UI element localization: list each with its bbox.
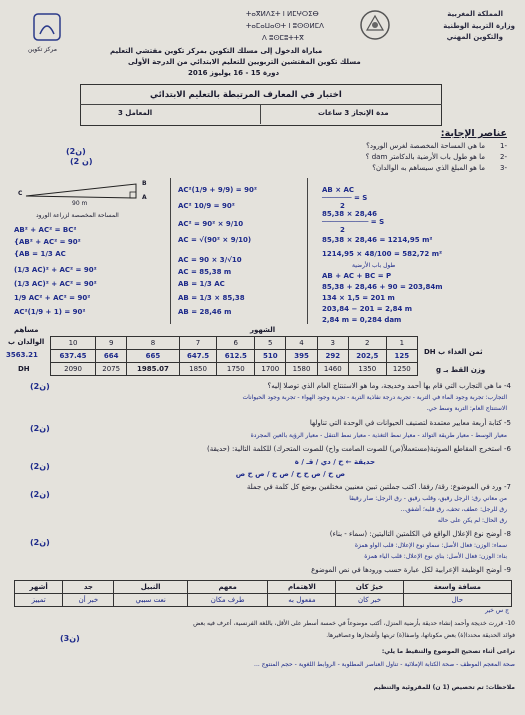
weight-cell: 1700 bbox=[255, 363, 286, 376]
grammar-table bbox=[14, 580, 512, 607]
weight-cell: 1580 bbox=[286, 363, 317, 376]
math-left-line-5: (1/3 AC)² + AC² = 90² bbox=[14, 280, 97, 288]
price-table bbox=[50, 336, 418, 376]
grading-note: ملاحظات: تم تخصيص (1 ن) للمقروئية والتنظيم bbox=[373, 684, 515, 691]
math-left-line-7: AC²(1/9 + 1) = 90² bbox=[14, 308, 86, 316]
header-ministry: وزارة التربية الوطنية bbox=[443, 22, 515, 30]
answer-6a: حديقة ← ح / دي / قـ / ة bbox=[294, 458, 375, 466]
contribution-sub: الوالدان ب bbox=[8, 338, 45, 346]
question-7: 7- ورد في الموضوع: رقة/ رفقا. اكتب جملتين تبين معنيين مختلفين بوضع كل كلمة في جملة bbox=[246, 483, 511, 491]
answer-8b: بناء: الوزن: فعال الأصل: بناي نوع الإعلال: قلب الياء همزة bbox=[364, 553, 507, 560]
math-mid-line-9: AB = 28,46 m bbox=[178, 308, 232, 316]
grammar-header-cell: جد bbox=[63, 581, 114, 594]
header-ministry-2: والتكوين المهني bbox=[446, 33, 503, 41]
triangle-caption: المساحة المخصصة لزراعة الورود bbox=[36, 212, 119, 219]
price-cell: 637.45 bbox=[51, 350, 96, 363]
header-tifinagh-3: ⴷ ⵓⵙⵎⵓⵜⵜⴳ bbox=[262, 34, 304, 42]
grammar-header-cell: مسافة واسعة bbox=[403, 581, 511, 594]
math-right-line-2: ─────── = S bbox=[322, 194, 368, 202]
grammar-header-cell: الاهتمام bbox=[268, 581, 336, 594]
month-cell: 9 bbox=[96, 337, 127, 350]
math-left-line-2: {AB² + AC² = 90² bbox=[14, 238, 81, 246]
table-row bbox=[51, 337, 418, 350]
weight-cell: 1350 bbox=[348, 363, 386, 376]
math-right-line-4: 85,38 × 28,46 bbox=[322, 210, 378, 218]
question-10: 10- قررت خديجة وأحمد إنشاء حديقة بأرضية المنزل، أكتب موضوعاً في خمسة أسطر على الأقل، باللغة الفرنسية، أعرف فيه بعض bbox=[193, 620, 515, 627]
exam-coefficient: المعامل 3 bbox=[118, 109, 153, 117]
center-logo-icon bbox=[30, 10, 64, 44]
math-right-line-6: 2 bbox=[340, 226, 345, 234]
score-q10: (3ن) bbox=[60, 634, 80, 643]
price-cell: 510 bbox=[255, 350, 286, 363]
math-right-line-14: 2,84 m = 0,284 dam bbox=[322, 316, 402, 324]
math-left-line-4: (1/3 AC)² + AC² = 90² bbox=[14, 266, 97, 274]
triangle-side-length: 90 m bbox=[72, 200, 88, 207]
math-mid-line-5: AC = 90 × 3/√10 bbox=[178, 256, 242, 264]
weight-cell: 1460 bbox=[317, 363, 348, 376]
math-mid-line-8: AB = 1/3 × 85,38 bbox=[178, 294, 245, 302]
question-10-c: تراعى أثناء تصحيح الموضوع والتنقيط ما يلي: bbox=[381, 648, 515, 655]
price-cell: 665 bbox=[127, 350, 179, 363]
month-cell: 4 bbox=[286, 337, 317, 350]
answer-7c: رق الحال: لم يكن على حاله bbox=[437, 517, 507, 524]
month-cell: 1 bbox=[386, 337, 417, 350]
math-mid-line-6: AC = 85,38 m bbox=[178, 268, 232, 276]
math-mid-line-2: AC² 10/9 = 90² bbox=[178, 202, 235, 210]
question-6: 6- استخرج المقاطع الصوتية(مستعملاً(ص) للصوت الصامت و(ح) للصوت المتحرك) للكلمة التالية: (حديقة) bbox=[207, 445, 511, 453]
question-9: 9- أوضح الوظيفة الإعرابية لكل عبارة حسب ورودها في نص الموضوع bbox=[311, 566, 511, 574]
math-right-gate-label: طول باب الأرضية bbox=[352, 262, 396, 269]
math-right-line-8: 1214,95 × 48/100 = 582,72 m² bbox=[322, 250, 443, 258]
table-row bbox=[51, 363, 418, 376]
math-right-line-1: AB × AC bbox=[322, 186, 355, 194]
exam-title: اختبار في المعارف المرتبطة بالتعليم الابتدائي bbox=[150, 90, 342, 100]
triangle-vertex-a: A bbox=[142, 194, 147, 201]
question-10-d: صحة المعجم الموظف - صحة الكتابة الإملائية - تناول العناصر المطلوبة - الروابط اللغوية - حجم المنتوج ... bbox=[254, 661, 515, 668]
weight-cell: 1850 bbox=[179, 363, 217, 376]
score-q7: (2ن) bbox=[30, 490, 50, 499]
price-label: ثمن الغذاء ب DH bbox=[424, 348, 483, 356]
answers-heading: عناصر الإجابة: bbox=[440, 128, 507, 139]
question-10-b: فوائد الحديقة محددا(ة) بعض مكوناتها، واصفا(ة) تربتها وأشجارها وعصافيرها. bbox=[326, 632, 515, 639]
month-cell: 3 bbox=[317, 337, 348, 350]
weight-cell: 1750 bbox=[217, 363, 255, 376]
contribution-total: 3563.21 bbox=[6, 351, 38, 359]
math-left-line-1: AB² + AC² = BC² bbox=[14, 226, 77, 234]
grammar-value-cell: نعت سببي bbox=[114, 594, 187, 607]
math-left-line-3: {AB = 1/3 AC bbox=[14, 250, 66, 258]
math-mid-line-1: AC²(1/9 + 9/9) = 90² bbox=[178, 186, 257, 194]
weight-label: وزن القط بـ g bbox=[436, 366, 486, 374]
contribution-unit: DH bbox=[18, 365, 30, 373]
month-cell: 8 bbox=[127, 337, 179, 350]
score-q6: (2ن) bbox=[30, 462, 50, 471]
math-mid-line-3: AC² = 90² × 9/10 bbox=[178, 220, 244, 228]
month-cell: 6 bbox=[217, 337, 255, 350]
grammar-header-cell: خيرُ كان bbox=[336, 581, 403, 594]
score-a: (2ن) bbox=[66, 147, 86, 156]
answer-7a: من معاني رق: الرجل رقيق، وقلب رقيق - رق الرجل: صار رقيقا bbox=[349, 495, 507, 502]
question-number-1: 1- bbox=[500, 142, 507, 150]
answer-4b: الاستنتاج العام: التربة وسط حي. bbox=[426, 405, 507, 412]
month-cell: 2 bbox=[348, 337, 386, 350]
math-right-line-10: AB + AC + BC = P bbox=[322, 272, 392, 280]
month-cell: 7 bbox=[179, 337, 217, 350]
math-mid-line-4: AC = √(90² × 9/10) bbox=[178, 236, 252, 244]
grammar-value-cell: طرف مكان bbox=[187, 594, 268, 607]
question-1: ما هي المساحة المخصصة لغرس الورود؟ bbox=[366, 142, 485, 150]
triangle-vertex-b: B bbox=[142, 180, 147, 187]
competition-session: دورة 15 - 16 يوليوز 2016 bbox=[188, 69, 280, 77]
price-cell: 202,5 bbox=[348, 350, 386, 363]
triangle-vertex-c: C bbox=[18, 190, 23, 197]
weight-cell: 1250 bbox=[386, 363, 417, 376]
grammar-note: ج س خير bbox=[485, 607, 509, 614]
question-8: 8- أوضح نوع الإعلال الواقع في الكلمتين التاليتين: (سماء - بناء) bbox=[329, 530, 511, 538]
math-right-line-11: 85,38 + 28,46 + 90 = 203,84m bbox=[322, 283, 443, 291]
grammar-value-cell: مفعول به bbox=[268, 594, 336, 607]
header-tifinagh-1: ⵜⴰⴳⵍⴷⵉⵜ ⵏ ⵍⵎⵖⵔⵉⴱ bbox=[246, 10, 319, 18]
score-q8: (2ن) bbox=[30, 538, 50, 547]
price-cell: 612.5 bbox=[217, 350, 255, 363]
score-b: (ن 2) bbox=[70, 157, 93, 166]
contribution-head: مساهم bbox=[14, 326, 39, 334]
exam-duration: مدة الإنجاز 3 ساعات bbox=[318, 109, 389, 117]
grammar-value-cell: حال bbox=[403, 594, 511, 607]
math-right-line-3: 2 bbox=[340, 202, 345, 210]
grammar-header-cell: معهم bbox=[187, 581, 268, 594]
header-tifinagh-2: ⵜⴰⵎⴰⵡⴰⵙⵜ ⵏ ⵓⵙⵙⵍⵎⴷ bbox=[246, 22, 324, 30]
math-mid-line-7: AB = 1/3 AC bbox=[178, 280, 225, 288]
question-3: ما هو المبلغ الذي سيساهم به الوالدان؟ bbox=[372, 164, 485, 172]
math-right-line-12: 134 × 1,5 = 201 m bbox=[322, 294, 395, 302]
math-right-line-13: 203,84 − 201 = 2,84 m bbox=[322, 305, 413, 313]
answer-5a: معيار الوسط - معيار طريقة التوالد - معيار نمط التغذية - معيار نمط التنقل - معيار الرؤية بالعين المجردة bbox=[250, 432, 507, 439]
math-right-line-7: 85,38 × 28,46 = 1214,95 m² bbox=[322, 236, 433, 244]
table-row bbox=[15, 581, 512, 594]
question-5: 5- كتابة أربعة معايير معتمدة لتصنيف الحيوانات في الوحدة التي تناولها bbox=[309, 419, 511, 427]
weight-cell: 2075 bbox=[96, 363, 127, 376]
months-label: الشهور bbox=[250, 326, 276, 334]
moroccan-emblem-icon bbox=[358, 8, 392, 42]
table-row bbox=[51, 350, 418, 363]
center-logo-caption: مركز تكوين bbox=[28, 46, 57, 53]
price-cell: 647.5 bbox=[179, 350, 217, 363]
competition-title: مباراة الدخول إلى مسلك التكوين بمركز تكوين مفتشي التعليم bbox=[110, 47, 323, 55]
score-q4: (2ن) bbox=[30, 382, 50, 391]
price-cell: 125 bbox=[386, 350, 417, 363]
grammar-header-cell: أشهر bbox=[15, 581, 63, 594]
table-row bbox=[15, 594, 512, 607]
math-right-line-5: ─────────── = S bbox=[322, 218, 385, 226]
price-cell: 664 bbox=[96, 350, 127, 363]
answer-8a: سماء: الوزن: فعال الأصل: سماو نوع الإعلال: قلب الواو همزة bbox=[354, 542, 507, 549]
answer-4a: التجارب: تجربة وجود الماء في التربة - تجربة درجة نفاذية التربة - تجربة وجود الهواء - تجربة وجود الحيوانات bbox=[242, 394, 507, 401]
question-4: 4- ما هي التجارب التي قام بها أحمد وخديجة، وما هو الاستنتاج العام الذي توصلا إليه؟ bbox=[267, 382, 511, 390]
weight-cell: 1985.07 bbox=[127, 363, 179, 376]
answer-6b: ص ح / ص ح ح / ص ح / ص ح ص bbox=[235, 470, 345, 478]
price-cell: 395 bbox=[286, 350, 317, 363]
grammar-header-cell: النبيل bbox=[114, 581, 187, 594]
answer-7b: رق للرجل: عطف، تحف، رق قلبه؛ أشفق... bbox=[400, 506, 507, 513]
grammar-value-cell: خبر كان bbox=[336, 594, 403, 607]
price-cell: 292 bbox=[317, 350, 348, 363]
score-q5: (2ن) bbox=[30, 424, 50, 433]
month-cell: 5 bbox=[255, 337, 286, 350]
weight-cell: 2090 bbox=[51, 363, 96, 376]
month-cell: 10 bbox=[51, 337, 96, 350]
math-left-line-6: 1/9 AC² + AC² = 90² bbox=[14, 294, 91, 302]
question-number-2: 2- bbox=[500, 153, 507, 161]
question-number-3: 3- bbox=[500, 164, 507, 172]
header-kingdom: المملكة المغربية bbox=[447, 10, 503, 18]
question-2: ما هو طول باب الأرضية بالدكامتر dam ؟ bbox=[365, 153, 485, 161]
competition-subtitle: مسلك تكوين المفتشين التربويين للتعليم الابتدائي من الدرجة الأولى bbox=[128, 58, 361, 66]
grammar-value-cell: تمييز bbox=[15, 594, 63, 607]
grammar-value-cell: خبر أن bbox=[63, 594, 114, 607]
